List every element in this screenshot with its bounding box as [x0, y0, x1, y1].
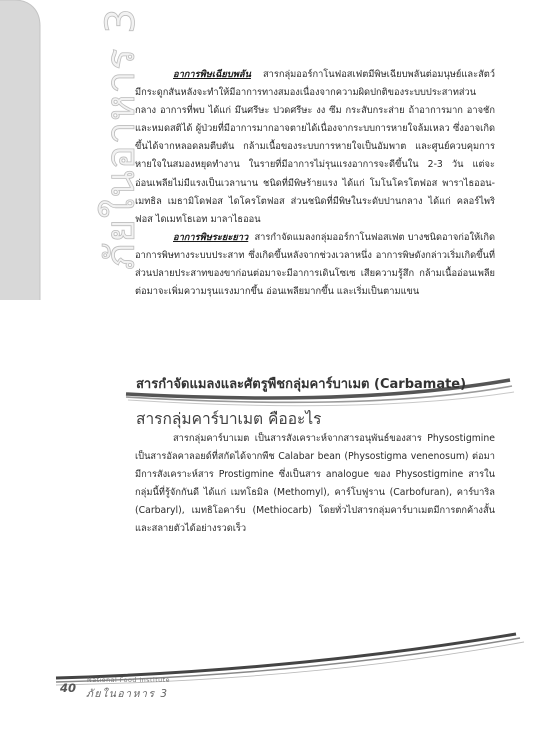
footer-publication-title: ภัยในอาหาร 3 — [86, 688, 169, 700]
section-carbamate-definition — [135, 430, 495, 539]
acute-toxicity-text: สารกลุ่มออร์กาโนฟอสเฟตมีพิษเฉียบพลันต่อมนุษย์และสัตว์มีกระดูกสันหลังจะทำให้มีอาการทางสมองเนื่องจากความผิดปกติของระบบประสาทส่วนกลาง อาการที่พบ ได้แก่ มึนศรีษะ ปวดศรีษะ งง ซึม กระสับกระส่าย ถ้าอาการมาก อาจชักและหมดสติได้ ผู้ป่วยที่มีอาการมากอาจตายได้เนื่องจากระบบการหายใจล้มเหลว ซึ่งอาจเกิดขึ้นได้จากหลอดลมตีบตัน กล้ามเนื้อของระบบการหายใจเป็นอัมพาต และศูนย์ควบคุมการหายใจในสมองหยุดทำงาน ในรายที่มีอาการไม่รุนแรงอาการจะดีขึ้นใน 2-3 วัน แต่จะอ่อนเพลียไม่มีแรงเป็นเวลานาน ชนิดที่มีพิษร้ายแรง ได้แก่ โมโนโครโตฟอส พาราไธออน-เมทธิล เมธามิโดฟอส ไดโครโตฟอส ส่วนชนิดที่มีพิษในระดับปานกลาง ได้แก่ คลอร์ไพริฟอส ไดเมทโธเอท มาลาไธออน — [135, 69, 495, 225]
paragraph-acute-toxicity — [135, 66, 495, 229]
term-acute-toxicity: อาการพิษเฉียบพลัน — [173, 69, 251, 80]
subheading-what-is-carbamate: สารกลุ่มคาร์บาเมต คืออะไร — [136, 410, 322, 428]
page-number: 40 — [60, 681, 77, 695]
carbamate-definition-text: สารกลุ่มคาร์บาเมต เป็นสารสังเคราะห์จากสารอนุพันธ์ของสาร Physostigmine เป็นสารอัลคาลอยด์ที่สกัดได้จากพืช Calabar bean (Physostigma venenosum) ต่อมามีการสังเคราะห์สาร Prostigmine ซึ่งเป็นสาร analogue ของ Physostigmine สารในกลุ่มนี้ที่รู้จักกันดี ได้แก่ เมทโธมิล (Methomyl), คาร์โบฟูราน (Carbofuran), คาร์บาริล (Carbaryl), เมทธิโอคาร์บ (Methiocarb) โดยทั่วไปสารกลุ่มคาร์บาเมตมีการตกค้างสั้นและสลายตัวได้อย่างรวดเร็ว — [135, 433, 495, 535]
footer-publisher-english: National Food Institute — [87, 677, 170, 684]
footer-swoosh-decoration — [0, 632, 550, 692]
page-corner-decoration — [0, 0, 58, 300]
term-chronic-toxicity: อาการพิษระยะยาว — [173, 231, 249, 243]
side-watermark-title: ภัยในอาหาร 3 — [98, 7, 144, 270]
banner-title: สารกำจัดแมลงและศัตรูพืชกลุ่มคาร์บาเมต (Carbamate) — [136, 377, 467, 392]
section-banner-carbamate — [122, 370, 515, 408]
chronic-toxicity-text: สารกำจัดแมลงกลุ่มออร์กาโนฟอสเฟต บางชนิดอาจก่อให้เกิดอาการพิษทางระบบประสาท ซึ่งเกิดขึ้นหลังจากช่วงเวลาหนึ่ง อาการพิษดังกล่าวเริ่มเกิดขึ้นที่ส่วนปลายประสาทของขาก่อนต่อมาจะมีอาการเดินโซเซ เสียความรู้สึก กล้ามเนื้ออ่อนเพลีย ต่อมาจะเพิ่มความรุนแรงมากขึ้น อ่อนเพลียมากขึ้น และเริ่มเป็นตามแขน — [135, 231, 495, 298]
section-organophosphate-symptoms — [135, 66, 495, 301]
paragraph-chronic-toxicity — [135, 229, 495, 301]
paragraph-carbamate-definition — [135, 430, 495, 539]
